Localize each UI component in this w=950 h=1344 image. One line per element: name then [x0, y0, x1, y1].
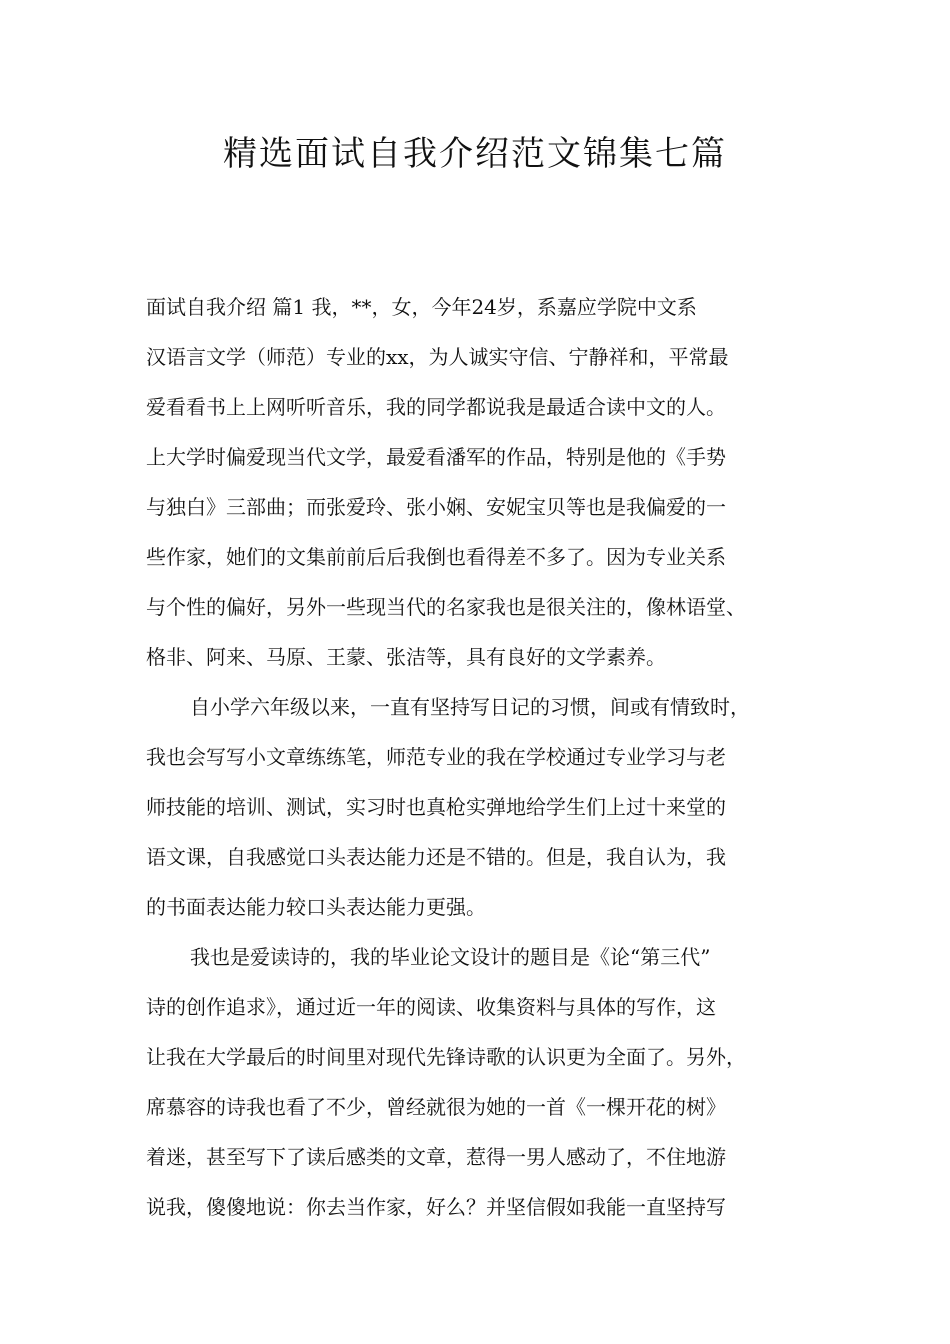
paragraph-line: 面试自我介绍 篇1 我，**，女，今年24岁，系嘉应学院中文系: [146, 295, 697, 319]
paragraph-line: 与独白》三部曲；而张爱玲、张小娴、安妮宝贝等也是我偏爱的一: [146, 495, 726, 519]
paragraph-line: 师技能的培训、测试，实习时也真枪实弹地给学生们上过十来堂的: [146, 795, 726, 819]
paragraph-line: 格非、阿来、马原、王蒙、张洁等，具有良好的文学素养。: [146, 645, 666, 669]
paragraph-line: 着迷，甚至写下了读后感类的文章，惹得一男人感动了，不住地游: [146, 1145, 726, 1169]
paragraph-line: 爱看看书上上网听听音乐，我的同学都说我是最适合读中文的人。: [146, 395, 726, 419]
paragraph-line: 些作家，她们的文集前前后后我倒也看得差不多了。因为专业关系: [146, 545, 726, 569]
paragraph-line: 说我，傻傻地说：你去当作家，好么？并坚信假如我能一直坚持写: [146, 1195, 726, 1219]
paragraph-line: 我也是爱读诗的，我的毕业论文设计的题目是《论“第三代”: [190, 945, 711, 969]
paragraph-line: 诗的创作追求》，通过近一年的阅读、收集资料与具体的写作，这: [146, 995, 716, 1019]
paragraph-line: 我也会写写小文章练练笔，师范专业的我在学校通过专业学习与老: [146, 745, 726, 769]
paragraph-line: 语文课，自我感觉口头表达能力还是不错的。但是，我自认为，我: [146, 845, 726, 869]
paragraph-line: 上大学时偏爱现当代文学，最爱看潘军的作品，特别是他的《手势: [146, 445, 726, 469]
document-title: 精选面试自我介绍范文锦集七篇: [223, 134, 727, 174]
paragraph-line: 席慕容的诗我也看了不少，曾经就很为她的一首《一棵开花的树》: [146, 1095, 726, 1119]
document-body: [146, 282, 822, 1232]
paragraph-line: 的书面表达能力较口头表达能力更强。: [146, 895, 486, 919]
paragraph-line: 让我在大学最后的时间里对现代先锋诗歌的认识更为全面了。另外，: [146, 1045, 746, 1069]
paragraph-line: 与个性的偏好，另外一些现当代的名家我也是很关注的，像林语堂、: [146, 595, 746, 619]
paragraph-line: 自小学六年级以来，一直有坚持写日记的习惯，间或有情致时，: [190, 695, 750, 719]
paragraph-line: 汉语言文学（师范）专业的xx，为人诚实守信、宁静祥和，平常最: [146, 345, 729, 369]
